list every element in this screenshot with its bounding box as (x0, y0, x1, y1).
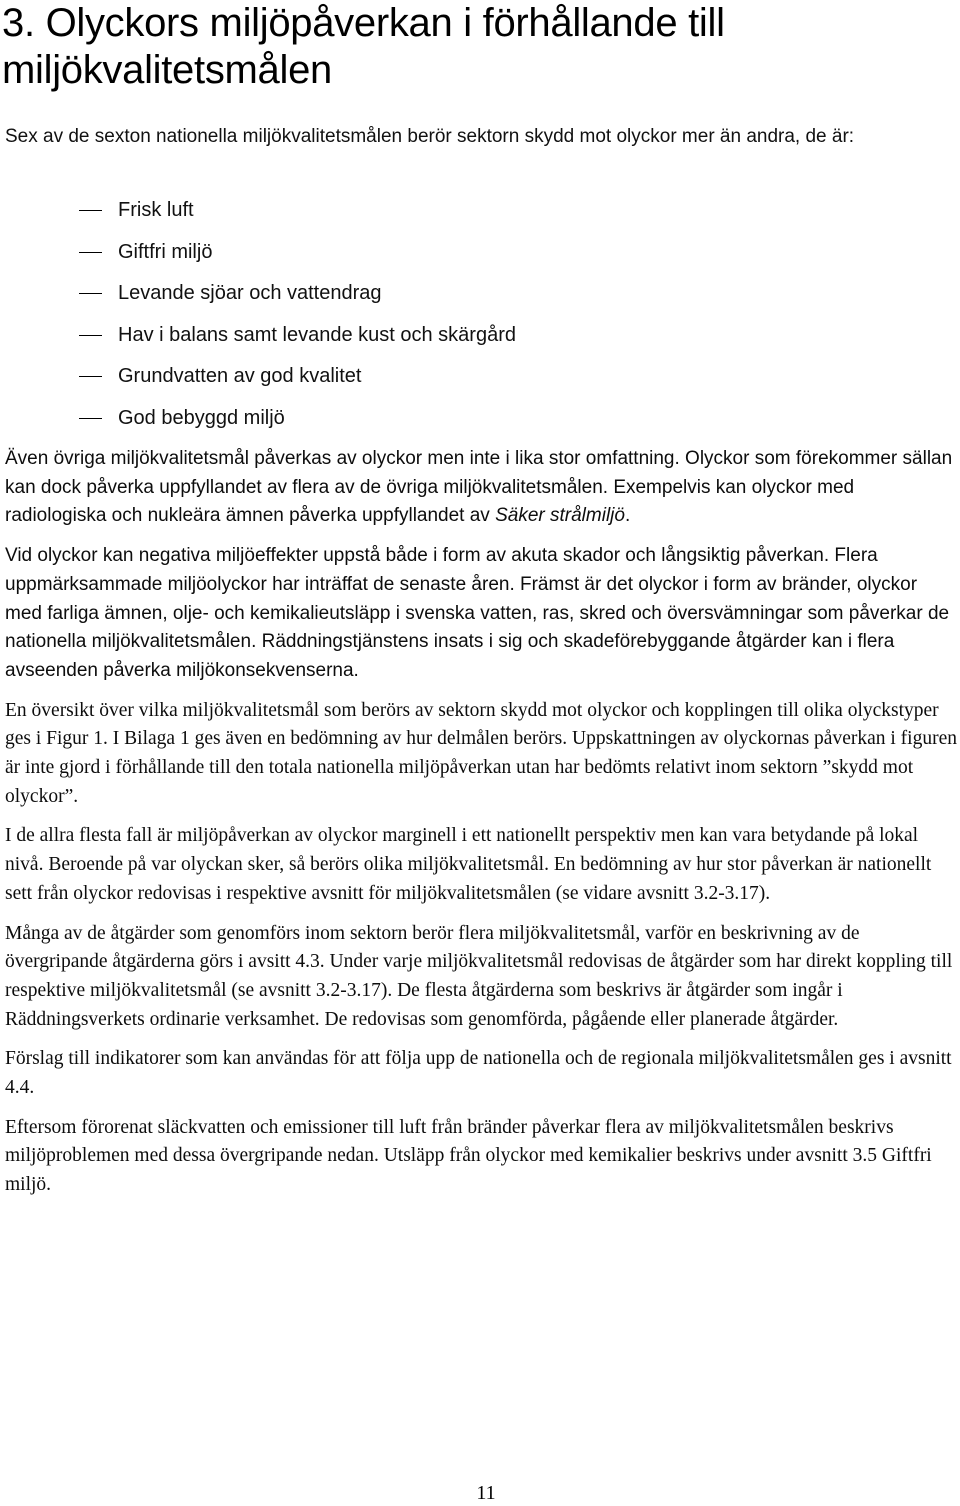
paragraph-assessment: I de allra flesta fall är miljöpåverkan av olyckor marginell i ett nationellt perspektiv men kan vara betydande på lokal nivå. Beroende på var olyckan sker, så berörs olika miljökvalitetsmål. En bedömning av hur stor påverkan är nationellt sett från olyckor redovisas i respektive avsnitt för miljökvalitetsmålen (se vidare avsnitt 3.2-3.17). (5, 825, 932, 904)
dash-bullet-icon (79, 252, 102, 253)
paragraph-environmental-effects: Vid olyckor kan negativa miljöeffekter uppstå både i form av akuta skador och långsiktig påverkan. Flera uppmärksammade miljöolyckor har inträffat de senaste åren. Främst är det olyckor i form av bränder, olyckor med farliga ämnen, olje- och kemikalieutsläpp i svenska vatten, ras, skred och översvämningar som påverkar de nationella miljökvalitetsmålen. Räddningstjänstens insats i sig och skadeförebyggande åtgärder kan i flera avseenden påverka miljökonsekvenserna. (5, 545, 950, 681)
list-item (0, 322, 960, 364)
list-item (0, 363, 960, 405)
list-item-label: Hav i balans samt levande kust och skärgård (118, 323, 516, 346)
dash-bullet-icon (79, 418, 102, 419)
list-item (0, 239, 960, 281)
paragraph-measures: Många av de åtgärder som genomförs inom sektorn berör flera miljökvalitetsmål, varför en beskrivning av de övergripande åtgärderna görs i avsitt 4.3. Under varje miljökvalitetsmål redovisas de åtgärder som har direkt koppling till respektive miljökvalitetsmål (se avsnitt 3.2-3.17). De flesta åtgärderna som beskrivs är åtgärder som ingår i Räddningsverkets ordinarie verksamhet. De redovisas som genomförda, pågående eller planerade åtgärder. (5, 922, 953, 1030)
dash-bullet-icon (79, 293, 102, 294)
paragraph-indicators: Förslag till indikatorer som kan användas för att följa upp de nationella och de regionala miljökvalitetsmålen ges i avsnitt 4.4. (5, 1048, 952, 1099)
body-text (0, 445, 960, 1211)
list-item-label: Grundvatten av god kvalitet (118, 365, 362, 387)
paragraph-text-end: . (624, 505, 631, 527)
list-item-label: Giftfri miljö (118, 240, 213, 263)
page-number: 11 (476, 1482, 496, 1504)
list-item (0, 280, 960, 322)
intro-paragraph: Sex av de sexton nationella miljökvalitetsmålen berör sektorn skydd mot olyckor mer än andra, de är: (5, 126, 855, 147)
list-item-label: Levande sjöar och vattendrag (118, 282, 382, 304)
list-item (0, 197, 960, 239)
paragraph-text: Även övriga miljökvalitetsmål påverkas av olyckor men inte i lika stor omfattning. Olyckor som förekommer sällan kan dock påverka uppfyllandet av flera av de övriga miljökvalitetsmålen. Exempelvis kan olyckor med radiologiska och nukleära ämnen påverka uppfyllandet av (5, 448, 953, 527)
list-item-label: Frisk luft (118, 199, 194, 221)
paragraph-extinguishing-water: Eftersom förorenat släckvatten och emissioner till luft från bränder påverkar flera av miljökvalitetsmålen beskrivs miljöproblemen med dessa övergripande nedan. Utsläpp från olyckor med kemikalier beskrivs under avsnitt 3.5 Giftfri miljö. (5, 1116, 932, 1196)
paragraph-other-goals (5, 445, 957, 531)
paragraph-overview: En översikt över vilka miljökvalitetsmål som berörs av sektorn skydd mot olyckor och kopplingen till olika olyckstyper ges i Figur 1. I Bilaga 1 ges även en bedömning av hur delmålen berörs. Uppskattningen av olyckornas påverkan i figuren är inte gjord i förhållande till den totala nationella miljöpåverkan utan har bedömts relativt inom sektorn ”skydd mot olyckor”. (5, 699, 957, 807)
italic-goal-name: Säker strålmiljö (495, 505, 625, 527)
section-heading: 3. Olyckors miljöpåverkan i förhållande till miljökvalitetsmålen (2, 1, 725, 92)
dash-bullet-icon (79, 376, 102, 377)
list-item (0, 405, 960, 447)
environmental-goals-list (0, 197, 960, 446)
dash-bullet-icon (79, 210, 102, 211)
list-item-label: God bebyggd miljö (118, 406, 285, 429)
dash-bullet-icon (79, 335, 102, 336)
